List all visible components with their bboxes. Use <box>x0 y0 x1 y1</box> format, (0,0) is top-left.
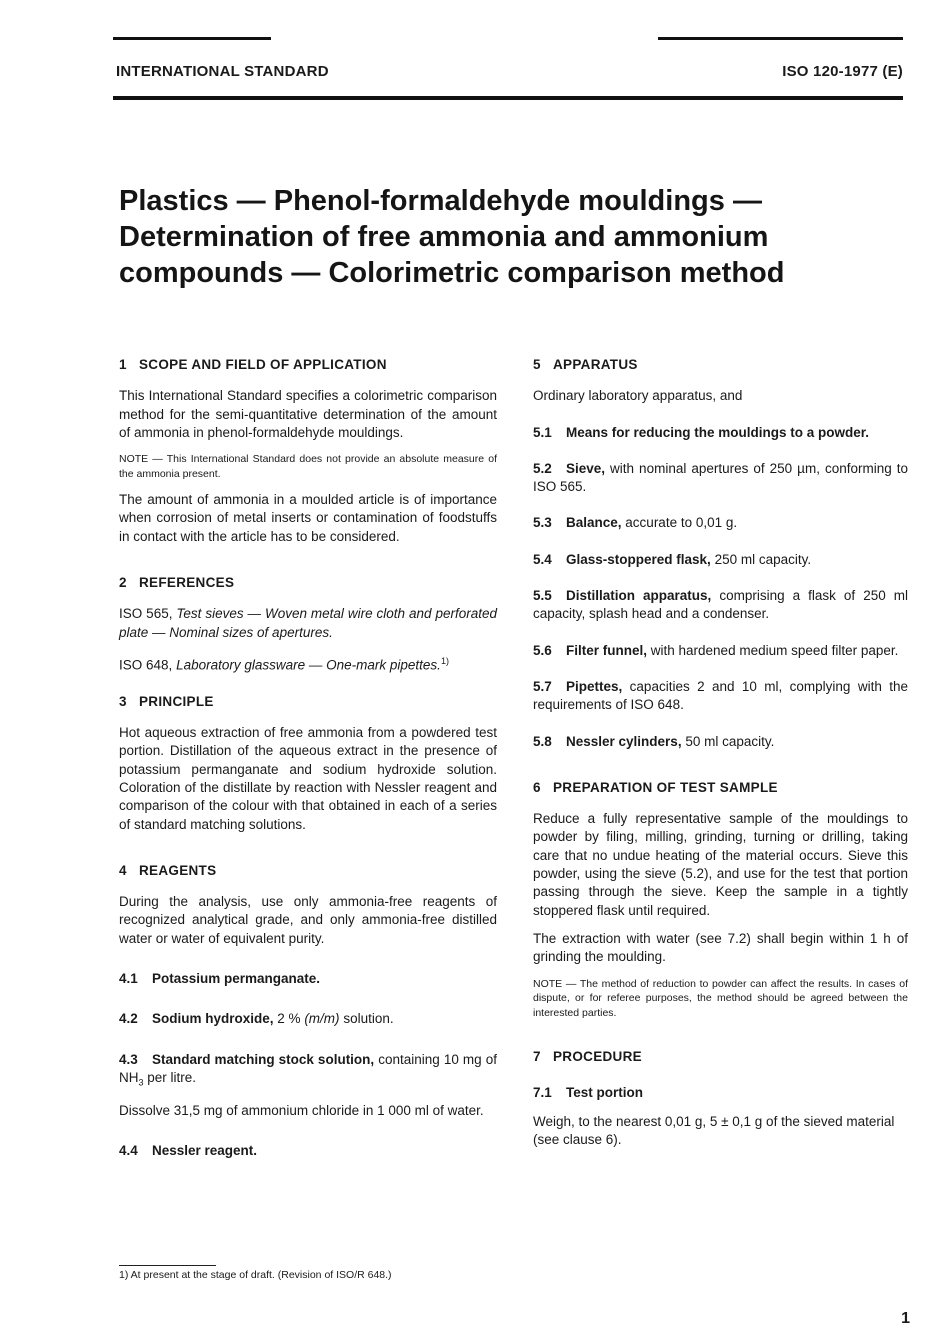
procedure-7-1-heading: 7.1 Test portion <box>533 1085 643 1101</box>
left-column <box>119 356 497 1161</box>
reference-iso-648: ISO 648, Laboratory glassware — One-mark pipettes.$^{1)}$ <box>119 655 449 673</box>
footnote-rule <box>119 1265 216 1266</box>
apparatus-5-2: 5.2 Sieve, with nominal apertures of 250 µm, conforming to ISO 565. <box>533 460 908 495</box>
apparatus-5-6: 5.6 Filter funnel, with hardened medium speed filter paper. <box>533 642 899 658</box>
header-rule-left <box>113 37 271 40</box>
scope-paragraph: This International Standard specifies a colorimetric comparison method for the semi-quantitative determination of the amount of ammonia in phenol-formaldehyde mouldings. <box>119 388 497 440</box>
reagent-4-3: 4.3 Standard matching stock solution, containing 10 mg of $NH_3$ per litre. <box>119 1051 497 1088</box>
reagents-paragraph: During the analysis, use only ammonia-free reagents of recognized analytical grade, and only ammonia-free distilled water or water of equivalent purity. <box>119 894 497 946</box>
header-rule-right <box>658 37 903 40</box>
section-6-heading: 6 PREPARATION OF TEST SAMPLE <box>533 779 778 795</box>
reagent-4-2: 4.2 Sodium hydroxide, 2 % (m/m) solution. <box>119 1011 394 1027</box>
apparatus-5-8: 5.8 Nessler cylinders, 50 ml capacity. <box>533 733 775 749</box>
test-sample-paragraph: Reduce a fully representative sample of the mouldings to powder by filing, milling, grinding, turning or drilling, taking care that no undue heating of the material occurs. Sieve this powder, using the sieve (5.2), and use for the test that portion passing through the sieve. Keep the sample in a tightly stoppered flask until required. <box>533 811 908 918</box>
section-2-heading: 2 REFERENCES <box>119 575 235 591</box>
document-title: Plastics — Phenol-formaldehyde mouldings — Determination of free ammonia and ammonium compounds — Colorimetric comparison method <box>119 185 785 289</box>
principle-paragraph: Hot aqueous extraction of free ammonia from a powdered test portion. Distillation of the aqueous extract in the presence of potassium permanganate and sodium hydroxide solution. Coloration of the distillate by reaction with Nessler reagent and comparison of the colour with that obtained in each of a series of standard matching solutions. <box>119 725 497 832</box>
section-7-heading: 7 PROCEDURE <box>533 1049 642 1065</box>
apparatus-5-5: 5.5 Distillation apparatus, comprising a flask of 250 ml capacity, splash head and a condenser. <box>533 588 908 622</box>
standard-type-label: INTERNATIONAL STANDARD <box>116 63 329 80</box>
apparatus-5-4: 5.4 Glass-stoppered flask, 250 ml capacity. <box>533 551 812 567</box>
scope-paragraph-2: The amount of ammonia in a moulded article is of importance when corrosion of metal inserts or contamination of foodstuffs in contact with the article has to be considered. <box>119 492 497 544</box>
reagent-4-3-instructions: Dissolve 31,5 mg of ammonium chloride in 1 000 ml of water. <box>119 1102 484 1118</box>
section-4-heading: 4 REAGENTS <box>119 862 217 878</box>
reference-iso-565: ISO 565, Test sieves — Woven metal wire cloth and perforated plate — Nominal sizes of apertures. <box>119 606 497 640</box>
procedure-7-1-text: Weigh, to the nearest 0,01 g, 5 ± 0,1 g of the sieved material (see clause 6). <box>533 1113 895 1147</box>
apparatus-intro: Ordinary laboratory apparatus, and <box>533 388 743 404</box>
page-number: 1 <box>901 1310 910 1327</box>
section-3-heading: 3 PRINCIPLE <box>119 693 214 709</box>
test-sample-paragraph-2: The extraction with water (see 7.2) shall begin within 1 h of grinding the moulding. <box>533 930 908 965</box>
reagent-4-4: 4.4 Nessler reagent. <box>119 1143 258 1159</box>
test-sample-note: NOTE — The method of reduction to powder can affect the results. In cases of dispute, or for referee purposes, the method should be agreed between the interested parties. <box>533 977 908 1019</box>
standard-number: ISO 120-1977 (E) <box>782 63 903 80</box>
header-rule-bottom <box>113 96 903 100</box>
section-5-heading: 5 APPARATUS <box>533 357 638 372</box>
apparatus-5-7: 5.7 Pipettes, capacities 2 and 10 ml, complying with the requirements of ISO 648. <box>533 678 908 713</box>
apparatus-5-3: 5.3 Balance, accurate to 0,01 g. <box>533 515 738 531</box>
right-column <box>533 356 908 1149</box>
section-1-heading: 1 SCOPE AND FIELD OF APPLICATION <box>119 357 387 372</box>
footnote: 1) At present at the stage of draft. (Revision of ISO/R 648.) <box>119 1269 392 1281</box>
footnote-marker: 1) <box>440 655 449 666</box>
scope-note: NOTE — This International Standard does not provide an absolute measure of the ammonia present. <box>119 453 497 480</box>
reagent-4-1: 4.1 Potassium permanganate. <box>119 971 321 987</box>
apparatus-5-1: 5.1 Means for reducing the mouldings to a powder. <box>533 424 870 440</box>
